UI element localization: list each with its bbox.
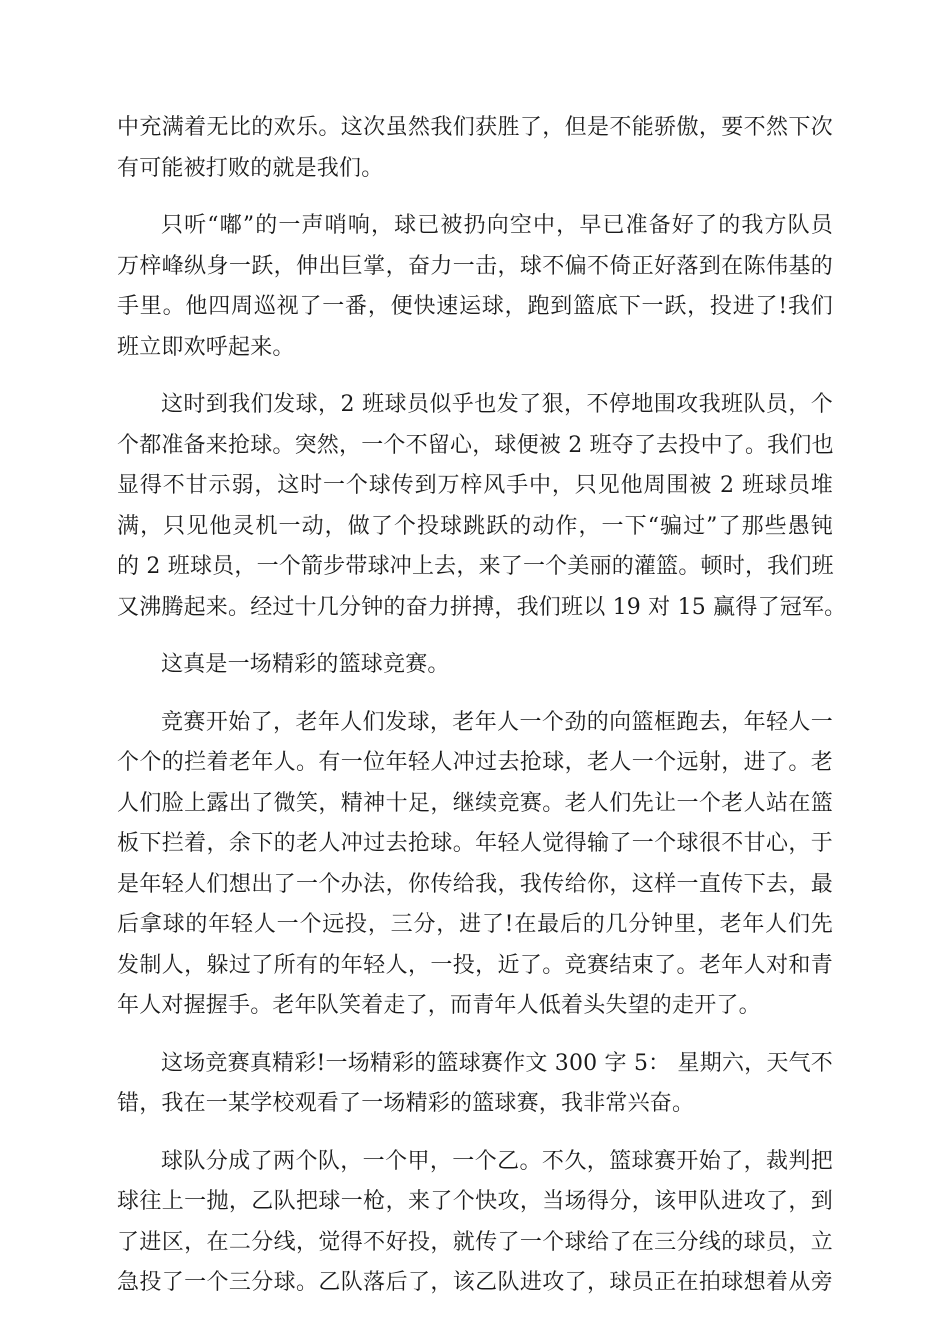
- text-line: 发制人，躲过了所有的年轻人，一投，近了。竞赛结束了。老年人对和青: [117, 952, 833, 978]
- text-line: 竞赛开始了，老年人们发球，老年人一个劲的向篮框跑去，年轻人一: [161, 709, 833, 735]
- text-line: 这场竞赛真精彩!一场精彩的篮球赛作文 300 字 5： 星期六，天气不: [161, 1050, 833, 1076]
- paragraph-1: [117, 108, 833, 189]
- text-line: 这时到我们发球，2 班球员似乎也发了狠，不停地围攻我班队员，个: [161, 392, 833, 417]
- paragraph-6: [117, 1044, 833, 1125]
- document-body: [117, 108, 847, 1321]
- paragraph-5: [117, 703, 833, 1027]
- text-line: 万梓峰纵身一跃，伸出巨掌，奋力一击，球不偏不倚正好落到在陈伟基的: [117, 253, 833, 279]
- text-line: 急投了一个三分球。乙队落后了，该乙队进攻了，球员正在拍球想着从旁: [117, 1270, 833, 1295]
- paragraph-4: [117, 645, 833, 686]
- text-line: 又沸腾起来。经过十几分钟的奋力拼搏，我们班以 19 对 15 赢得了冠军。: [117, 594, 847, 620]
- text-line: 手里。他四周巡视了一番，便快速运球，跑到篮底下一跃，投进了!我们: [117, 294, 833, 319]
- text-line: 只听“嘟”的一声哨响，球已被扔向空中，早已准备好了的我方队员: [161, 213, 833, 238]
- text-line: 球队分成了两个队，一个甲，一个乙。不久，篮球赛开始了，裁判把: [161, 1148, 833, 1174]
- text-line: 了进区，在二分线，觉得不好投，就传了一个球给了在三分线的球员，立: [117, 1229, 833, 1255]
- paragraph-3: [117, 385, 847, 628]
- text-line: 年人对握握手。老年队笑着走了，而青年人低着头失望的走开了。: [117, 993, 761, 1018]
- text-line: 人们脸上露出了微笑，精神十足，继续竞赛。老人们先让一个老人站在篮: [117, 790, 833, 816]
- text-line: 班立即欢呼起来。: [117, 334, 295, 360]
- text-line: 是年轻人们想出了一个办法，你传给我，我传给你，这样一直传下去，最: [117, 871, 833, 897]
- text-line: 后拿球的年轻人一个远投，三分，进了!在最后的几分钟里，老年人们先: [117, 912, 833, 937]
- text-line: 显得不甘示弱，这时一个球传到万梓风手中，只见他周围被 2 班球员堆: [117, 473, 833, 498]
- paragraph-7: [117, 1142, 833, 1304]
- text-line: 有可能被打败的就是我们。: [117, 155, 384, 181]
- text-line: 球往上一抛，乙队把球一枪，来了个快攻，当场得分，该甲队进攻了，到: [117, 1189, 833, 1214]
- text-line: 满，只见他灵机一动，做了个投球跳跃的动作，一下“骗过”了那些愚钝: [117, 513, 833, 539]
- text-line: 个个的拦着老年人。有一位年轻人冲过去抢球，老人一个远射，进了。老: [117, 750, 833, 775]
- text-line: 中充满着无比的欢乐。这次虽然我们获胜了，但是不能骄傲，要不然下次: [117, 115, 833, 140]
- text-line: 个都准备来抢球。突然，一个不留心，球便被 2 班夺了去投中了。我们也: [117, 432, 834, 458]
- text-line: 这真是一场精彩的篮球竞赛。: [161, 652, 450, 677]
- paragraph-2: [117, 206, 833, 368]
- text-line: 的 2 班球员，一个箭步带球冲上去，来了一个美丽的灌篮。顿时，我们班: [117, 554, 834, 579]
- text-line: 错，我在一某学校观看了一场精彩的篮球赛，我非常兴奋。: [117, 1091, 695, 1116]
- text-line: 板下拦着，余下的老人冲过去抢球。年轻人觉得输了一个球很不甘心，于: [117, 831, 833, 856]
